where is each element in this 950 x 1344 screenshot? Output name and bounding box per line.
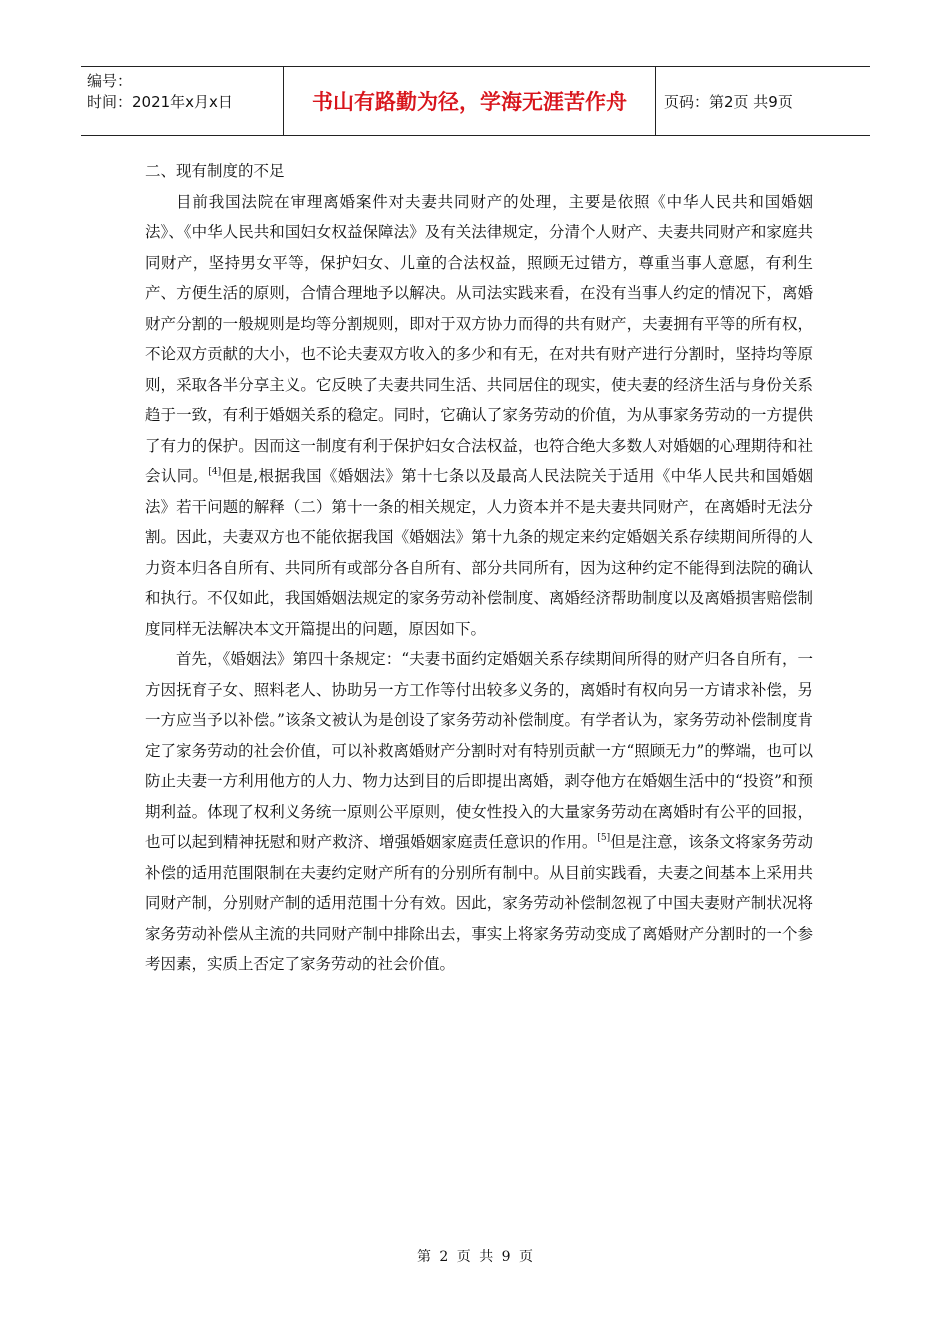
paragraph-1 bbox=[145, 187, 813, 645]
paragraph-2-text-a: 首先，《婚姻法》第四十条规定：“夫妻书面约定婚姻关系存续期间所得的财产归各自所有，一方因抚育子女、照料老人、协助另一方工作等付出较多义务的，离婚时有权向另一方请求补偿，另一方应当予以补偿。”该条文被认为是创设了家务劳动补偿制度。有学者认为，家务劳动补偿制度肯定了家务劳动的社会价值，可以补救离婚财产分割时对有特别贡献一方“照顾无力”的弊端，也可以防止夫妻一方利用他方的人力、物力达到目的后即提出离婚，剥夺他方在婚姻生活中的“投资”和预期利益。体现了权利义务统一原则公平原则，使女性投入的大量家务劳动在离婚时有公平的回报，也可以起到精神抚慰和财产救济、增强婚姻家庭责任意识的作用。 bbox=[145, 650, 813, 851]
header-motto: 书山有路勤为径，学海无涯苦作舟 bbox=[312, 90, 627, 114]
document-number-label: 编号： bbox=[87, 72, 133, 90]
document-date-label: 时间：2021年x月x日 bbox=[87, 93, 233, 111]
paragraph-2-text-b: 但是注意，该条文将家务劳动补偿的适用范围限制在夫妻约定财产所有的分别所有制中。从目前实践看，夫妻之间基本上采用共同财产制，分别财产制的适用范围十分有效。因此，家务劳动补偿制忽视了中国夫妻财产制状况将家务劳动补偿从主流的共同财产制中排除出去，事实上将家务劳动变成了离婚财产分割时的一个参考因素，实质上否定了家务劳动的社会价值。 bbox=[145, 833, 813, 973]
page-footer: 第 2 页 共 9 页 bbox=[416, 1249, 534, 1265]
section-heading: 二、现有制度的不足 bbox=[145, 162, 285, 180]
citation-4: [4] bbox=[208, 467, 222, 477]
paragraph-1-text-b: 但是,根据我国《婚姻法》第十七条以及最高人民法院关于适用《中华人民共和国婚姻法》若干问题的解释（二）第十一条的相关规定，人力资本并不是夫妻共同财产，在离婚时无法分割。因此，夫妻双方也不能依据我国《婚姻法》第十九条的规定来约定婚姻关系存续期间所得的人力资本归各自所有、共同所有或部分各自所有、部分共同所有，因为这种约定不能得到法院的确认和执行。不仅如此，我国婚姻法规定的家务劳动补偿制度、离婚经济帮助制度以及离婚损害赔偿制度同样无法解决本文开篇提出的问题，原因如下。 bbox=[145, 467, 813, 638]
header-meta bbox=[81, 67, 284, 135]
document-body bbox=[145, 156, 813, 980]
paragraph-2 bbox=[145, 644, 813, 980]
page-header bbox=[81, 66, 870, 136]
header-motto-cell bbox=[284, 67, 656, 135]
citation-5: [5] bbox=[597, 833, 611, 843]
header-page-cell bbox=[656, 67, 870, 135]
header-page-label: 页码：第2页 共9页 bbox=[664, 92, 793, 111]
paragraph-1-text-a: 目前我国法院在审理离婚案件对夫妻共同财产的处理，主要是依照《中华人民共和国婚姻法》、《中华人民共和国妇女权益保障法》及有关法律规定，分清个人财产、夫妻共同财产和家庭共同财产，坚持男女平等，保护妇女、儿童的合法权益，照顾无过错方，尊重当事人意愿，有利生产、方便生活的原则，合情合理地予以解决。从司法实践来看，在没有当事人约定的情况下，离婚财产分割的一般规则是均等分割规则，即对于双方协力而得的共有财产，夫妻拥有平等的所有权，不论双方贡献的大小，也不论夫妻双方收入的多少和有无，在对共有财产进行分割时，坚持均等原则，采取各半分享主义。它反映了夫妻共同生活、共同居住的现实，使夫妻的经济生活与身份关系趋于一致，有利于婚姻关系的稳定。同时，它确认了家务劳动的价值，为从事家务劳动的一方提供了有力的保护。因而这一制度有利于保护妇女合法权益，也符合绝大多数人对婚姻的心理期待和社会认同。 bbox=[145, 192, 813, 485]
